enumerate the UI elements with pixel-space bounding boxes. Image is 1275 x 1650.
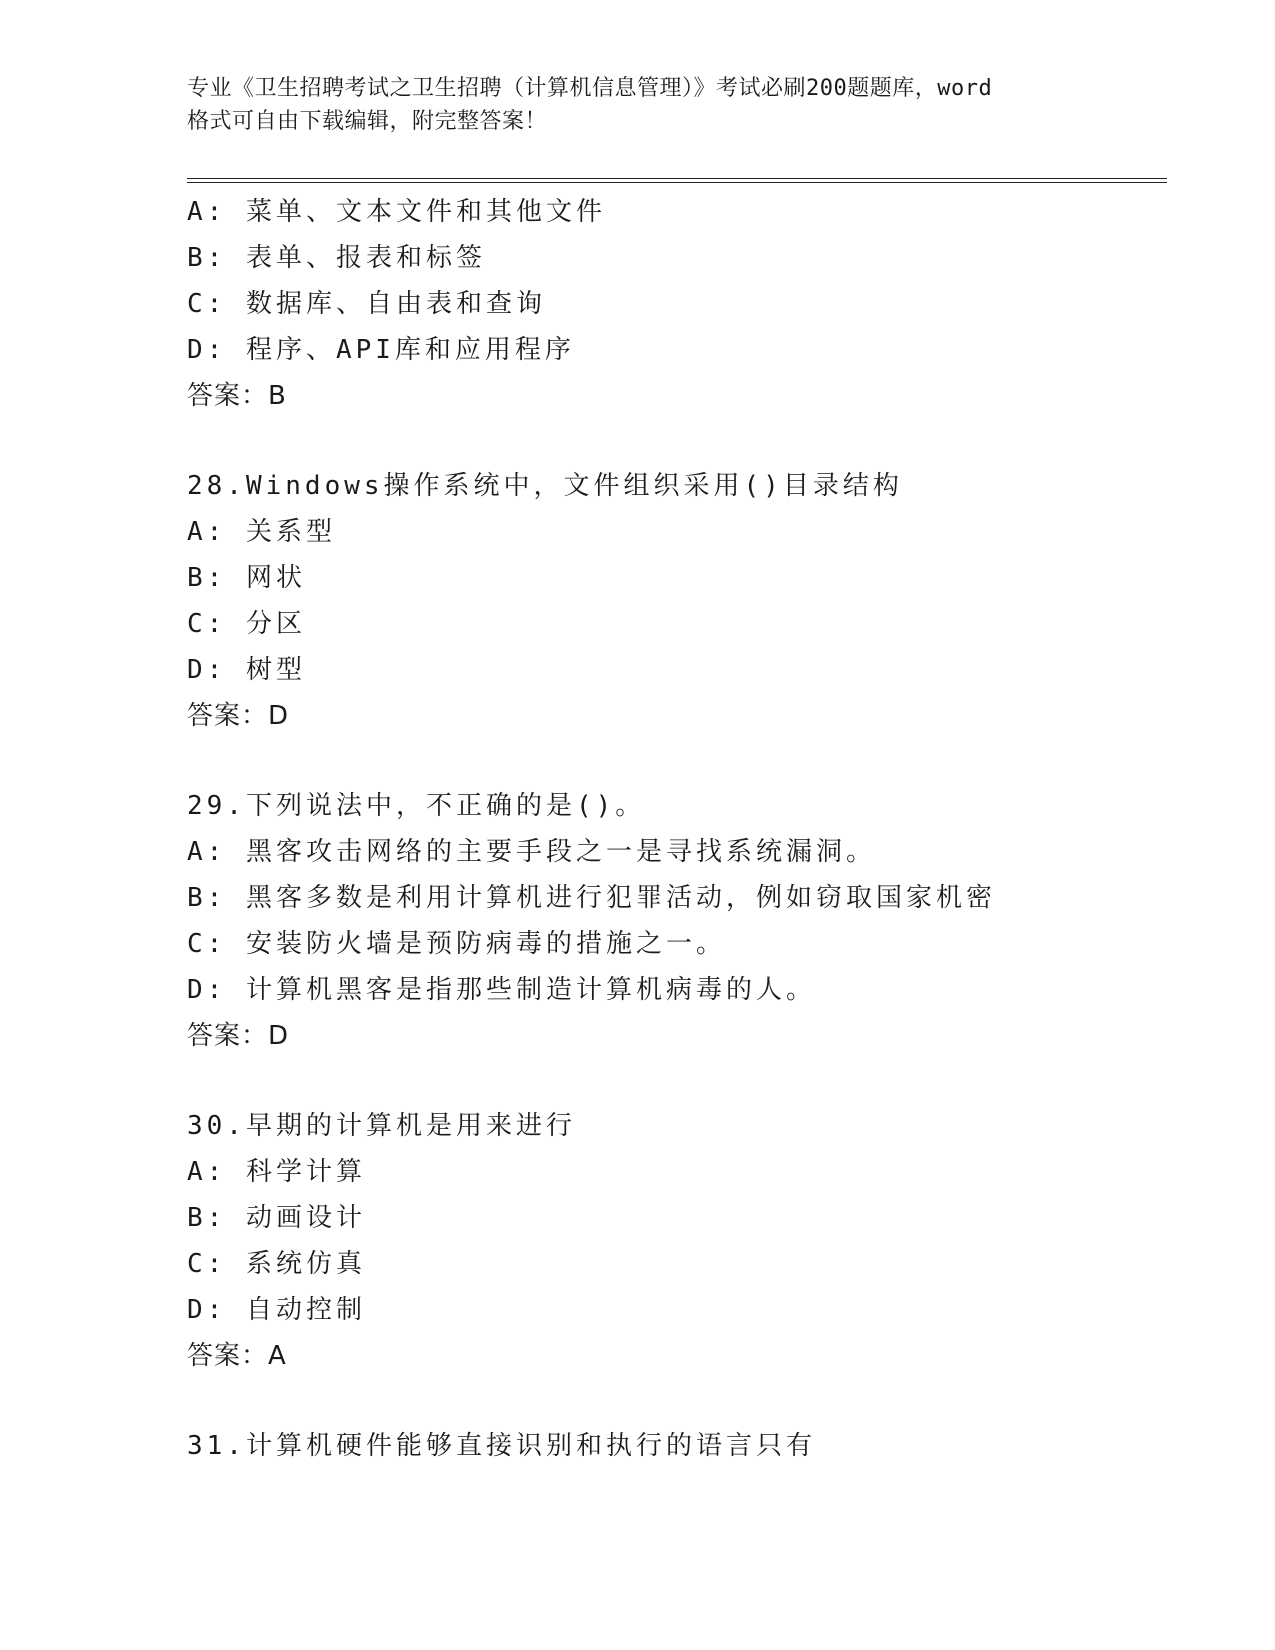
header-line-1: 专业《卫生招聘考试之卫生招聘（计算机信息管理）》考试必刷200题题库，word — [187, 76, 993, 101]
question-27-continued — [187, 189, 1197, 419]
question-28 — [187, 463, 1197, 739]
question-text: 30.早期的计算机是用来进行 — [187, 1111, 576, 1141]
question-text: 29.下列说法中，不正确的是()。 — [187, 791, 646, 821]
option-d: D: 程序、API库和应用程序 — [187, 335, 575, 365]
option-d: D: 计算机黑客是指那些制造计算机病毒的人。 — [187, 975, 816, 1005]
option-d: D: 自动控制 — [187, 1295, 366, 1325]
option-c: C: 系统仿真 — [187, 1249, 366, 1279]
option-a: A: 菜单、文本文件和其他文件 — [187, 197, 606, 227]
option-b: B: 表单、报表和标签 — [187, 243, 486, 273]
question-text: 28.Windows操作系统中，文件组织采用()目录结构 — [187, 471, 903, 501]
answer-line: 答案：B — [187, 381, 287, 411]
header-line-2: 格式可自由下载编辑，附完整答案！ — [187, 109, 548, 134]
option-b: B: 动画设计 — [187, 1203, 366, 1233]
option-a: A: 关系型 — [187, 517, 336, 547]
document-page — [187, 72, 1197, 1469]
option-b: B: 网状 — [187, 563, 306, 593]
header-divider — [187, 178, 1167, 183]
option-d: D: 树型 — [187, 655, 306, 685]
document-header — [187, 72, 1197, 138]
question-29 — [187, 783, 1197, 1059]
answer-line: 答案：D — [187, 701, 290, 731]
question-30 — [187, 1103, 1197, 1379]
option-c: C: 数据库、自由表和查询 — [187, 289, 546, 319]
question-31 — [187, 1423, 1197, 1469]
option-b: B: 黑客多数是利用计算机进行犯罪活动，例如窃取国家机密 — [187, 883, 996, 913]
option-c: C: 分区 — [187, 609, 306, 639]
question-text: 31.计算机硬件能够直接识别和执行的语言只有 — [187, 1431, 816, 1461]
answer-line: 答案：D — [187, 1021, 290, 1051]
option-a: A: 黑客攻击网络的主要手段之一是寻找系统漏洞。 — [187, 837, 876, 867]
option-a: A: 科学计算 — [187, 1157, 366, 1187]
option-c: C: 安装防火墙是预防病毒的措施之一。 — [187, 929, 726, 959]
answer-line: 答案：A — [187, 1341, 287, 1371]
